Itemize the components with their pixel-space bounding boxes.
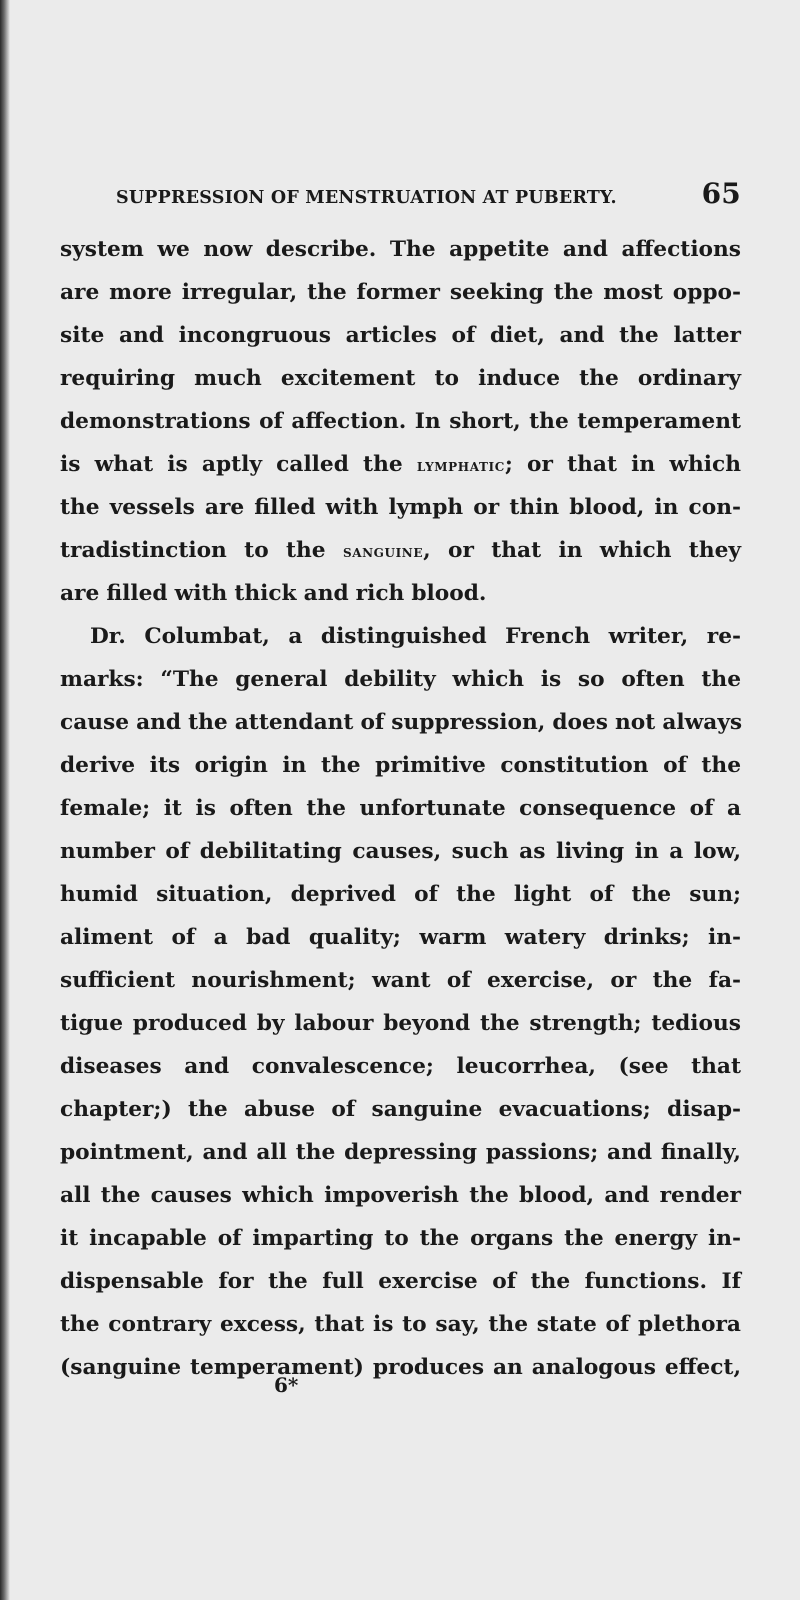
text-line: humid situation, deprived of the light of the sun; xyxy=(60,882,741,907)
text-line: are filled with thick and rich blood. xyxy=(60,581,487,606)
book-page xyxy=(60,177,743,1389)
text-line: number of debilitating causes, such as living in a low, xyxy=(60,839,741,864)
body-text xyxy=(60,228,741,1389)
running-head xyxy=(60,177,741,220)
text-line: derive its origin in the primitive constitution of the xyxy=(60,753,741,778)
small-caps-term-sanguine: sanguine xyxy=(342,542,424,562)
text-fragment: is what is aptly called the xyxy=(60,452,417,477)
text-line: are more irregular, the former seeking the most oppo- xyxy=(60,280,741,305)
text-line: the contrary excess, that is to say, the state of plethora xyxy=(60,1312,741,1337)
text-line: demonstrations of affection. In short, the temperament xyxy=(60,409,741,434)
page-edge-shadow xyxy=(0,0,10,1600)
text-line: it incapable of imparting to the organs the energy in- xyxy=(60,1226,741,1251)
text-line: Dr. Columbat, a distinguished French writer, re- xyxy=(90,624,741,649)
small-caps-term-lymphatic: lymphatic xyxy=(416,456,505,476)
text-line: tigue produced by labour beyond the strength; tedious xyxy=(60,1011,741,1036)
text-line: diseases and convalescence; leucorrhea, (see that xyxy=(60,1054,741,1079)
text-line: pointment, and all the depressing passions; and finally, xyxy=(60,1140,741,1165)
text-line xyxy=(60,529,741,572)
text-line: chapter;) the abuse of sanguine evacuations; disap- xyxy=(60,1097,741,1122)
text-line: aliment of a bad quality; warm watery drinks; in- xyxy=(60,925,741,950)
paragraph-1 xyxy=(60,228,741,615)
text-line: all the causes which impoverish the blood, and render xyxy=(60,1183,741,1208)
text-line: system we now describe. The appetite and affections xyxy=(60,237,741,262)
text-line: the vessels are filled with lymph or thin blood, in con- xyxy=(60,495,741,520)
text-fragment: tradistinction to the xyxy=(60,538,343,563)
text-fragment: ; or that in which xyxy=(504,452,741,477)
text-line: (sanguine temperament) produces an analogous effect, xyxy=(60,1355,741,1380)
paragraph-2 xyxy=(60,615,741,1389)
text-line: marks: “The general debility which is so often the xyxy=(60,667,741,692)
signature-mark: 6* xyxy=(274,1373,299,1397)
text-line: female; it is often the unfortunate consequence of a xyxy=(60,796,741,821)
text-line: cause and the attendant of suppression, does not always xyxy=(60,710,743,735)
text-fragment: , or that in which they xyxy=(423,538,741,563)
page-number: 65 xyxy=(701,177,741,210)
text-line: requiring much excitement to induce the ordinary xyxy=(60,366,741,391)
running-title: SUPPRESSION OF MENSTRUATION AT PUBERTY. xyxy=(116,188,617,208)
text-line: dispensable for the full exercise of the functions. If xyxy=(60,1269,741,1294)
text-line: sufficient nourishment; want of exercise, or the fa- xyxy=(60,968,741,993)
text-line: site and incongruous articles of diet, and the latter xyxy=(60,323,741,348)
text-line xyxy=(60,443,741,486)
